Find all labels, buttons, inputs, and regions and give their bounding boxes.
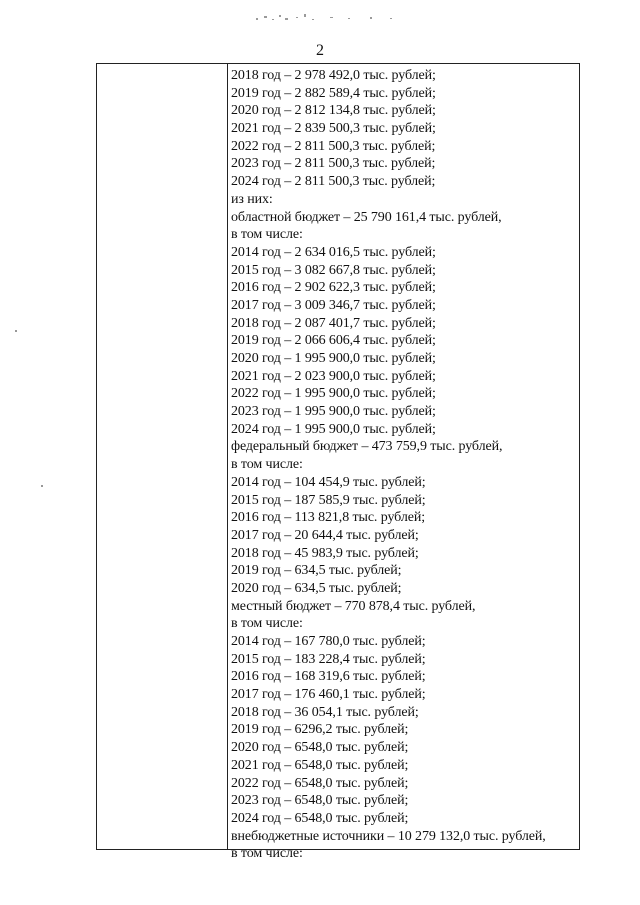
funding-line: 2019 год – 634,5 тыс. рублей; [231, 563, 402, 579]
table-left-cell [97, 64, 227, 849]
scan-artifact-marks [252, 12, 402, 26]
margin-speck [41, 485, 43, 487]
funding-line: местный бюджет – 770 878,4 тыс. рублей, [231, 598, 476, 614]
funding-line: 2015 год – 3 082 667,8 тыс. рублей; [231, 262, 436, 278]
funding-line: 2014 год – 104 454,9 тыс. рублей; [231, 474, 426, 490]
margin-speck [15, 330, 17, 332]
funding-table [96, 63, 580, 862]
funding-line: 2020 год – 1 995 900,0 тыс. рублей; [231, 351, 436, 366]
funding-line: 2015 год – 183 228,4 тыс. рублей; [231, 651, 426, 667]
funding-line: в том числе: [231, 616, 303, 632]
funding-line: 2018 год – 2 087 401,7 тыс. рублей; [231, 315, 436, 331]
funding-line: из них: [231, 191, 273, 207]
funding-line: 2014 год – 2 634 016,5 тыс. рублей; [231, 244, 436, 260]
funding-line: 2018 год – 36 054,1 тыс. рублей; [231, 704, 419, 720]
funding-line: 2021 год – 2 839 500,3 тыс. рублей; [231, 121, 436, 137]
funding-line: 2020 год – 6548,0 тыс. рублей; [231, 740, 409, 756]
funding-line: 2017 год – 3 009 346,7 тыс. рублей; [231, 297, 436, 313]
funding-line: 2023 год – 2 811 500,3 тыс. рублей; [231, 156, 436, 172]
funding-line: 2020 год – 2 812 134,8 тыс. рублей; [231, 103, 436, 119]
funding-line: в том числе: [231, 846, 303, 862]
funding-line: внебюджетные источники – 10 279 132,0 тыс. рублей, [231, 828, 546, 844]
funding-line: 2015 год – 187 585,9 тыс. рублей; [231, 492, 426, 508]
funding-line: 2017 год – 176 460,1 тыс. рублей; [231, 687, 426, 703]
funding-line: 2016 год – 113 821,8 тыс. рублей; [231, 510, 426, 526]
funding-line: 2020 год – 634,5 тыс. рублей; [231, 580, 402, 596]
table-right-cell [231, 67, 575, 862]
funding-line: 2019 год – 2 066 606,4 тыс. рублей; [231, 333, 436, 349]
funding-line: 2024 год – 6548,0 тыс. рублей; [231, 810, 409, 826]
funding-line: 2018 год – 2 978 492,0 тыс. рублей; [231, 68, 436, 83]
funding-line: в том числе: [231, 227, 303, 243]
page-number: 2 [316, 42, 324, 59]
funding-line: 2019 год – 6296,2 тыс. рублей; [231, 722, 409, 738]
column-divider [227, 64, 228, 849]
funding-line: федеральный бюджет – 473 759,9 тыс. рублей, [231, 439, 503, 455]
funding-line: 2022 год – 6548,0 тыс. рублей; [231, 775, 409, 791]
funding-line: 2021 год – 6548,0 тыс. рублей; [231, 757, 409, 773]
funding-line: 2016 год – 2 902 622,3 тыс. рублей; [231, 280, 436, 296]
funding-line: 2021 год – 2 023 900,0 тыс. рублей; [231, 368, 436, 384]
funding-line: 2022 год – 1 995 900,0 тыс. рублей; [231, 386, 436, 402]
funding-line: 2017 год – 20 644,4 тыс. рублей; [231, 527, 419, 543]
funding-line: 2024 год – 1 995 900,0 тыс. рублей; [231, 421, 436, 437]
funding-line: 2016 год – 168 319,6 тыс. рублей; [231, 669, 426, 685]
funding-line: 2018 год – 45 983,9 тыс. рублей; [231, 545, 419, 561]
funding-line: в том числе: [231, 457, 303, 473]
funding-line: 2014 год – 167 780,0 тыс. рублей; [231, 634, 426, 649]
funding-line: 2022 год – 2 811 500,3 тыс. рублей; [231, 138, 436, 154]
funding-line: 2023 год – 1 995 900,0 тыс. рублей; [231, 404, 436, 420]
funding-line: 2024 год – 2 811 500,3 тыс. рублей; [231, 174, 436, 190]
funding-line: 2023 год – 6548,0 тыс. рублей; [231, 793, 409, 809]
funding-line: областной бюджет – 25 790 161,4 тыс. рублей, [231, 209, 502, 225]
funding-line: 2019 год – 2 882 589,4 тыс. рублей; [231, 85, 436, 101]
